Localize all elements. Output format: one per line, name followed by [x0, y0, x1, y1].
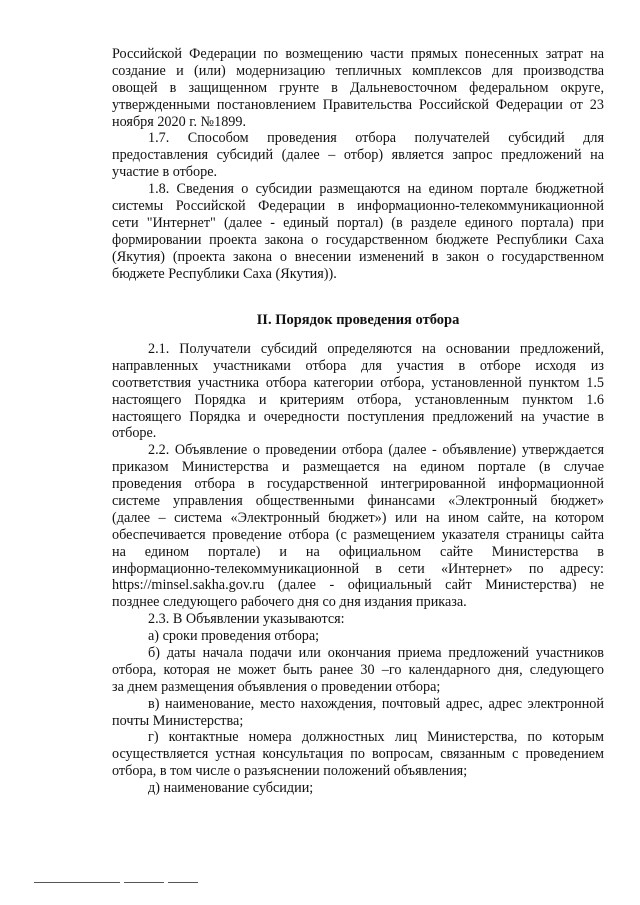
- text-line: соответствия участника отбора категории отбора, установленной пунктом 1.5: [112, 374, 604, 391]
- text-line: предоставления субсидий (далее – отбор) является запрос предложений на: [112, 147, 604, 164]
- text-line: а) сроки проведения отбора;: [148, 628, 320, 645]
- text-line: г) контактные номера должностных лиц Министерства, по которым: [148, 729, 604, 746]
- section-heading: II. Порядок проведения отбора: [256, 312, 460, 328]
- text-line: за днем размещения объявления о проведении отбора;: [112, 678, 441, 695]
- text-line: 2.2. Объявление о проведении отбора (далее - объявление) утверждается: [148, 442, 604, 459]
- text-line: на едином портале) и на официальном сайте Министерства в: [112, 543, 604, 560]
- text-line: https://minsel.sakha.gov.ru (далее - официальный сайт Министерства) не: [112, 577, 604, 594]
- text-line: настоящего Порядка и критериям отбора, установленным пунктом 1.6: [112, 391, 604, 408]
- text-line: 2.3. В Объявлении указываются:: [148, 611, 345, 628]
- text-line: сети "Интернет" (далее - единый портал) (в разделе единого портала) при: [112, 214, 604, 231]
- text-line: овощей в защищенном грунте в Дальневосточном федеральном округе,: [112, 79, 604, 96]
- text-line: (Якутия) (проекта закона о внесении изменений в закон о государственном: [112, 248, 604, 265]
- text-line: информационно-телекоммуникационной в сети «Интернет» по адресу:: [112, 560, 604, 577]
- footer-rule: [124, 882, 164, 883]
- text-line: системе управления общественными финансами «Электронный бюджет»: [112, 493, 604, 510]
- footer-rule: [168, 882, 198, 883]
- text-line: позднее следующего рабочего дня со дня издания приказа.: [112, 594, 467, 611]
- text-line: обеспечивается проведение отбора (с размещением указателя страницы сайта: [112, 526, 604, 543]
- text-line: системы Российской Федерации в информационно-телекоммуникационной: [112, 198, 604, 215]
- text-line: отбора, в том числе о разъяснении положений объявления;: [112, 763, 468, 780]
- text-line: создание и (или) модернизацию тепличных комплексов для производства: [112, 62, 604, 79]
- text-line: осуществляется устная консультация по вопросам, связанным с проведением: [112, 746, 604, 763]
- text-line: почты Министерства;: [112, 712, 244, 729]
- text-line: участие в отборе.: [112, 164, 218, 181]
- text-line: бюджете Республики Саха (Якутия)).: [112, 265, 337, 282]
- text-line: ноября 2020 г. №1899.: [112, 113, 247, 130]
- text-line: проведения отбора в государственной интегрированной информационной: [112, 476, 604, 493]
- body-text-top: [112, 46, 604, 282]
- text-line: направленных участниками отбора для участия в отборе исходя из: [112, 357, 604, 374]
- body-text-bottom: [112, 341, 604, 797]
- text-line: в) наименование, место нахождения, почтовый адрес, адрес электронной: [148, 695, 604, 712]
- text-line: отбора, которая не может быть ранее 30 –го календарного дня, следующего: [112, 661, 604, 678]
- text-line: утвержденными постановлением Правительства Российской Федерации от 23: [112, 96, 604, 113]
- text-line: б) даты начала подачи или окончания приема предложений участников: [148, 645, 604, 662]
- text-line: приказом Министерства и размещается на едином портале (в случае: [112, 459, 604, 476]
- text-line: формировании проекта закона о государственном бюджете Республики Саха: [112, 231, 604, 248]
- footer-rule: [34, 882, 120, 883]
- text-line: Российской Федерации по возмещению части прямых понесенных затрат на: [112, 46, 604, 62]
- text-line: (далее – система «Электронный бюджет») или на ином сайте, на котором: [112, 509, 604, 526]
- text-line: отборе.: [112, 425, 157, 442]
- text-line: 1.8. Сведения о субсидии размещаются на едином портале бюджетной: [148, 181, 604, 198]
- text-line: д) наименование субсидии;: [148, 780, 314, 797]
- text-line: 1.7. Способом проведения отбора получателей субсидий для: [148, 130, 604, 147]
- text-line: настоящего Порядка и очередности поступления предложений на участие в: [112, 408, 604, 425]
- text-line: 2.1. Получатели субсидий определяются на основании предложений,: [148, 341, 604, 357]
